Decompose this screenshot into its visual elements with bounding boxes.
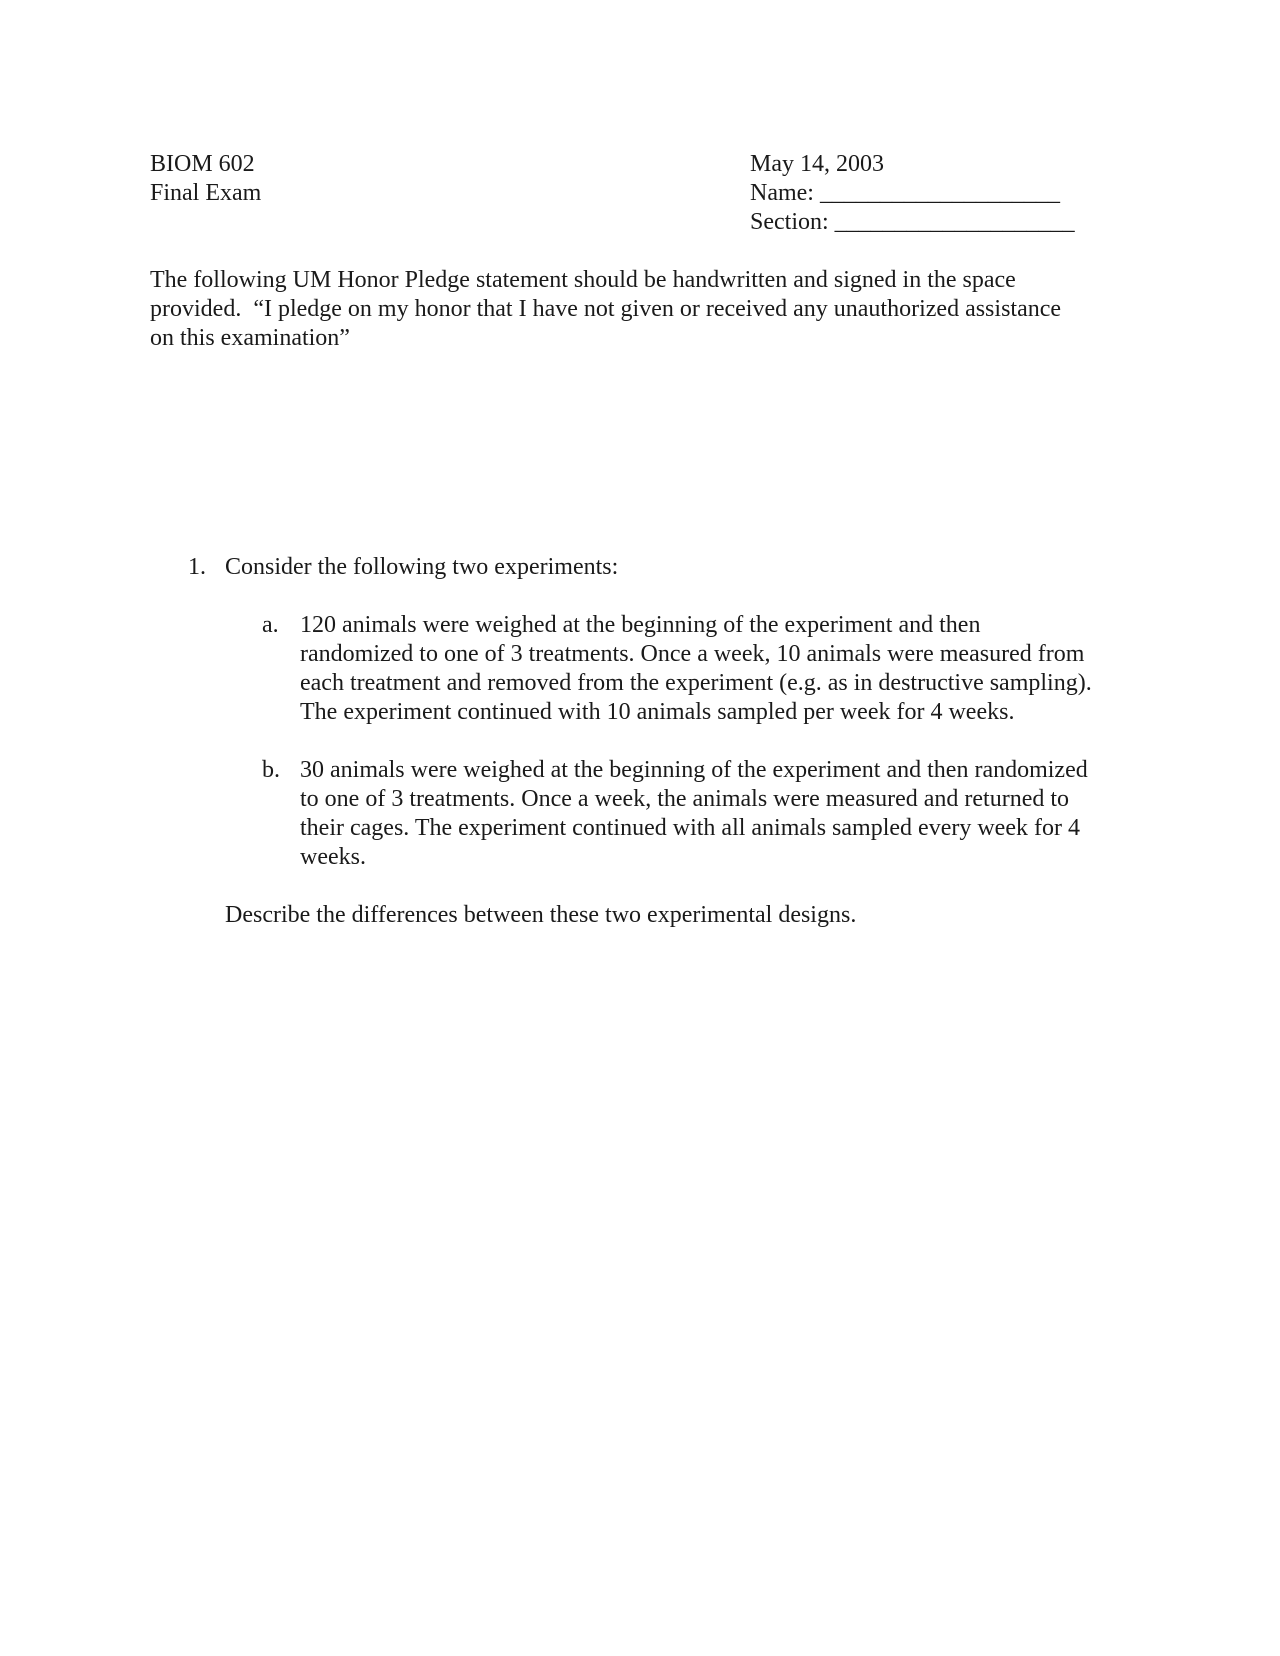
question-1	[150, 553, 1150, 930]
pledge-line: The following UM Honor Pledge statement should be handwritten and signed in the space	[150, 267, 1016, 293]
name-field-line: Name: ____________________	[750, 180, 1060, 206]
exam-date: May 14, 2003	[750, 151, 884, 177]
subitem-line: each treatment and removed from the experiment (e.g. as in destructive sampling).	[300, 670, 1092, 696]
pledge-line: on this examination”	[150, 325, 350, 351]
subitem-line: weeks.	[300, 844, 366, 870]
pledge-line: provided. “I pledge on my honor that I have not given or received any unauthorized assistance	[150, 296, 1062, 322]
subitem-line: randomized to one of 3 treatments. Once a week, 10 animals were measured from	[300, 641, 1085, 667]
question-subitems	[150, 611, 1150, 872]
header-left	[150, 150, 261, 208]
course-code: BIOM 602	[150, 151, 255, 177]
honor-pledge-instructions	[150, 266, 1140, 353]
subitem-a	[150, 611, 1150, 727]
question-prompt-row	[150, 553, 1150, 582]
subitem-label: a.	[262, 612, 279, 638]
subitem-label: b.	[262, 757, 280, 783]
header-right	[750, 150, 1075, 237]
subitem-line: to one of 3 treatments. Once a week, the animals were measured and returned to	[300, 786, 1070, 812]
subitem-line: 120 animals were weighed at the beginning of the experiment and then	[300, 612, 981, 638]
subitem-line: 30 animals were weighed at the beginning of the experiment and then randomized	[300, 757, 1088, 783]
question-prompt: Consider the following two experiments:	[225, 554, 619, 580]
question-number: 1.	[188, 554, 206, 580]
question-task	[150, 901, 1150, 930]
task-text: Describe the differences between these two experimental designs.	[225, 902, 857, 928]
exam-title: Final Exam	[150, 180, 262, 206]
section-field-line: Section: ____________________	[750, 209, 1075, 235]
subitem-b	[150, 756, 1150, 872]
subitem-line: their cages. The experiment continued with all animals sampled every week for 4	[300, 815, 1080, 841]
subitem-line: The experiment continued with 10 animals sampled per week for 4 weeks.	[300, 699, 1015, 725]
